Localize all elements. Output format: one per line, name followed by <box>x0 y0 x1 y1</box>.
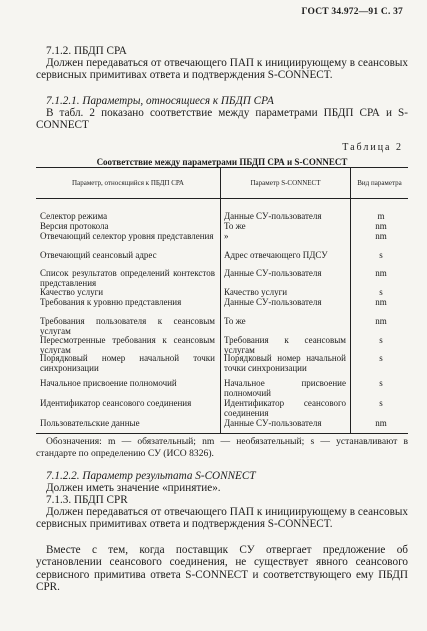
table-footnote <box>36 436 408 459</box>
paragraph-result-value: Должен иметь значение «принятие». <box>46 482 221 494</box>
column-header: Параметр, относящийся к ПБДП СРА <box>72 179 184 187</box>
table-cell: s <box>379 398 383 408</box>
table-cell: nm <box>375 268 387 278</box>
table-cell: Требования к сеансовым услугам <box>224 335 346 355</box>
paragraph-table-ref: В табл. 2 показано соответствие между параметрами ПБДП СРА и S-CONNECT <box>36 107 408 132</box>
page-header: ГОСТ 34.972—91 С. 37 <box>301 7 403 17</box>
table-cell: » <box>224 231 229 241</box>
table-cell: Версия протокола <box>40 221 109 231</box>
table-cell: Список результатов определений контекстов представления <box>40 268 215 288</box>
paragraph-cpr-rejection: Вместе с тем, когда поставщик СУ отвергает предложение об установлении сеансового соединения, не существует явного сеансового сервисного примитива ответа S-CONNECT и соответствующего ему ПБДП CPR. <box>36 544 408 594</box>
table-cell: Данные СУ-пользователя <box>224 211 322 221</box>
table-cell: Идентификатор сеансового соединения <box>40 398 192 408</box>
table-cell: nm <box>375 418 387 428</box>
table-cell: nm <box>375 221 387 231</box>
table-cell: Требования пользователя к сеансовым услугам <box>40 316 215 336</box>
table-cell: Порядковый номер начальной точки синхронизации <box>224 353 346 373</box>
table-cell: s <box>379 335 383 345</box>
table-cell: Селектор режима <box>40 211 108 221</box>
parameters-table <box>36 167 408 434</box>
table-cell: s <box>379 287 383 297</box>
table-cell: Пользовательские данные <box>40 418 140 428</box>
header-divider <box>36 198 408 199</box>
table-caption: Соответствие между параметрами ПБДП СРА и S-CONNECT <box>96 157 348 167</box>
section-heading-7-1-2-1: 7.1.2.1. Параметры, относящиеся к ПБДП СРА <box>46 95 274 107</box>
table-cell: Отвечающий селектор уровня представления <box>40 231 214 241</box>
table-cell: Качество услуги <box>224 287 288 297</box>
section-heading-7-1-3: 7.1.3. ПБДП CPR <box>46 494 128 506</box>
table-cell: Отвечающий сеансовый адрес <box>40 250 157 260</box>
paragraph-cpr-transfer: Должен передаваться от отвечающего ПАП к инициирующему в сеансовых сервисных примитивах ответа и подтверждения S-CONNECT. <box>36 506 408 531</box>
table-cell: s <box>379 353 383 363</box>
table-cell: Качество услуги <box>40 287 104 297</box>
column-divider <box>220 168 221 433</box>
table-cell: Начальное присвоение полномочий <box>224 378 346 398</box>
table-cell: Данные СУ-пользователя <box>224 297 322 307</box>
table-footnote-text: Обозначения: m — обязательный; nm — необязательный; s — устанавливают в стандарте по определению СУ (ИСО 8326). <box>36 436 408 459</box>
table-cell: m <box>377 211 385 221</box>
table-cell: То же <box>224 316 246 326</box>
table-cell: Пересмотренные требования к сеансовым услугам <box>40 335 215 355</box>
table-cell: s <box>379 250 383 260</box>
paragraph-cpa-transfer: Должен передаваться от отвечающего ПАП к инициирующему в сеансовых сервисных примитивах ответа и подтверждения S-CONNECT. <box>36 57 408 82</box>
table-cell: Данные СУ-пользователя <box>224 268 322 278</box>
section-heading-7-1-2: 7.1.2. ПБДП СРА <box>46 45 127 57</box>
table-cell: Данные СУ-пользователя <box>224 418 322 428</box>
section-heading-7-1-2-2: 7.1.2.2. Параметр результата S-CONNECT <box>46 470 256 482</box>
table-cell: nm <box>375 316 387 326</box>
table-cell: nm <box>375 297 387 307</box>
table-cell: Идентификатор сеансового соединения <box>224 398 346 418</box>
table-label: Таблица 2 <box>342 142 403 153</box>
table-cell: То же <box>224 221 246 231</box>
table-cell: Требования к уровню представления <box>40 297 182 307</box>
table-cell: Порядковый номер начальной точки синхронизации <box>40 353 215 373</box>
table-cell: nm <box>375 231 387 241</box>
column-header: Параметр S-CONNECT <box>250 179 321 187</box>
table-cell: Начальное присвоение полномочий <box>40 378 177 388</box>
column-header: Вид параметра <box>357 179 402 187</box>
table-cell: Адрес отвечающего ПДСУ <box>224 250 328 260</box>
table-cell: s <box>379 378 383 388</box>
column-divider <box>350 168 351 433</box>
